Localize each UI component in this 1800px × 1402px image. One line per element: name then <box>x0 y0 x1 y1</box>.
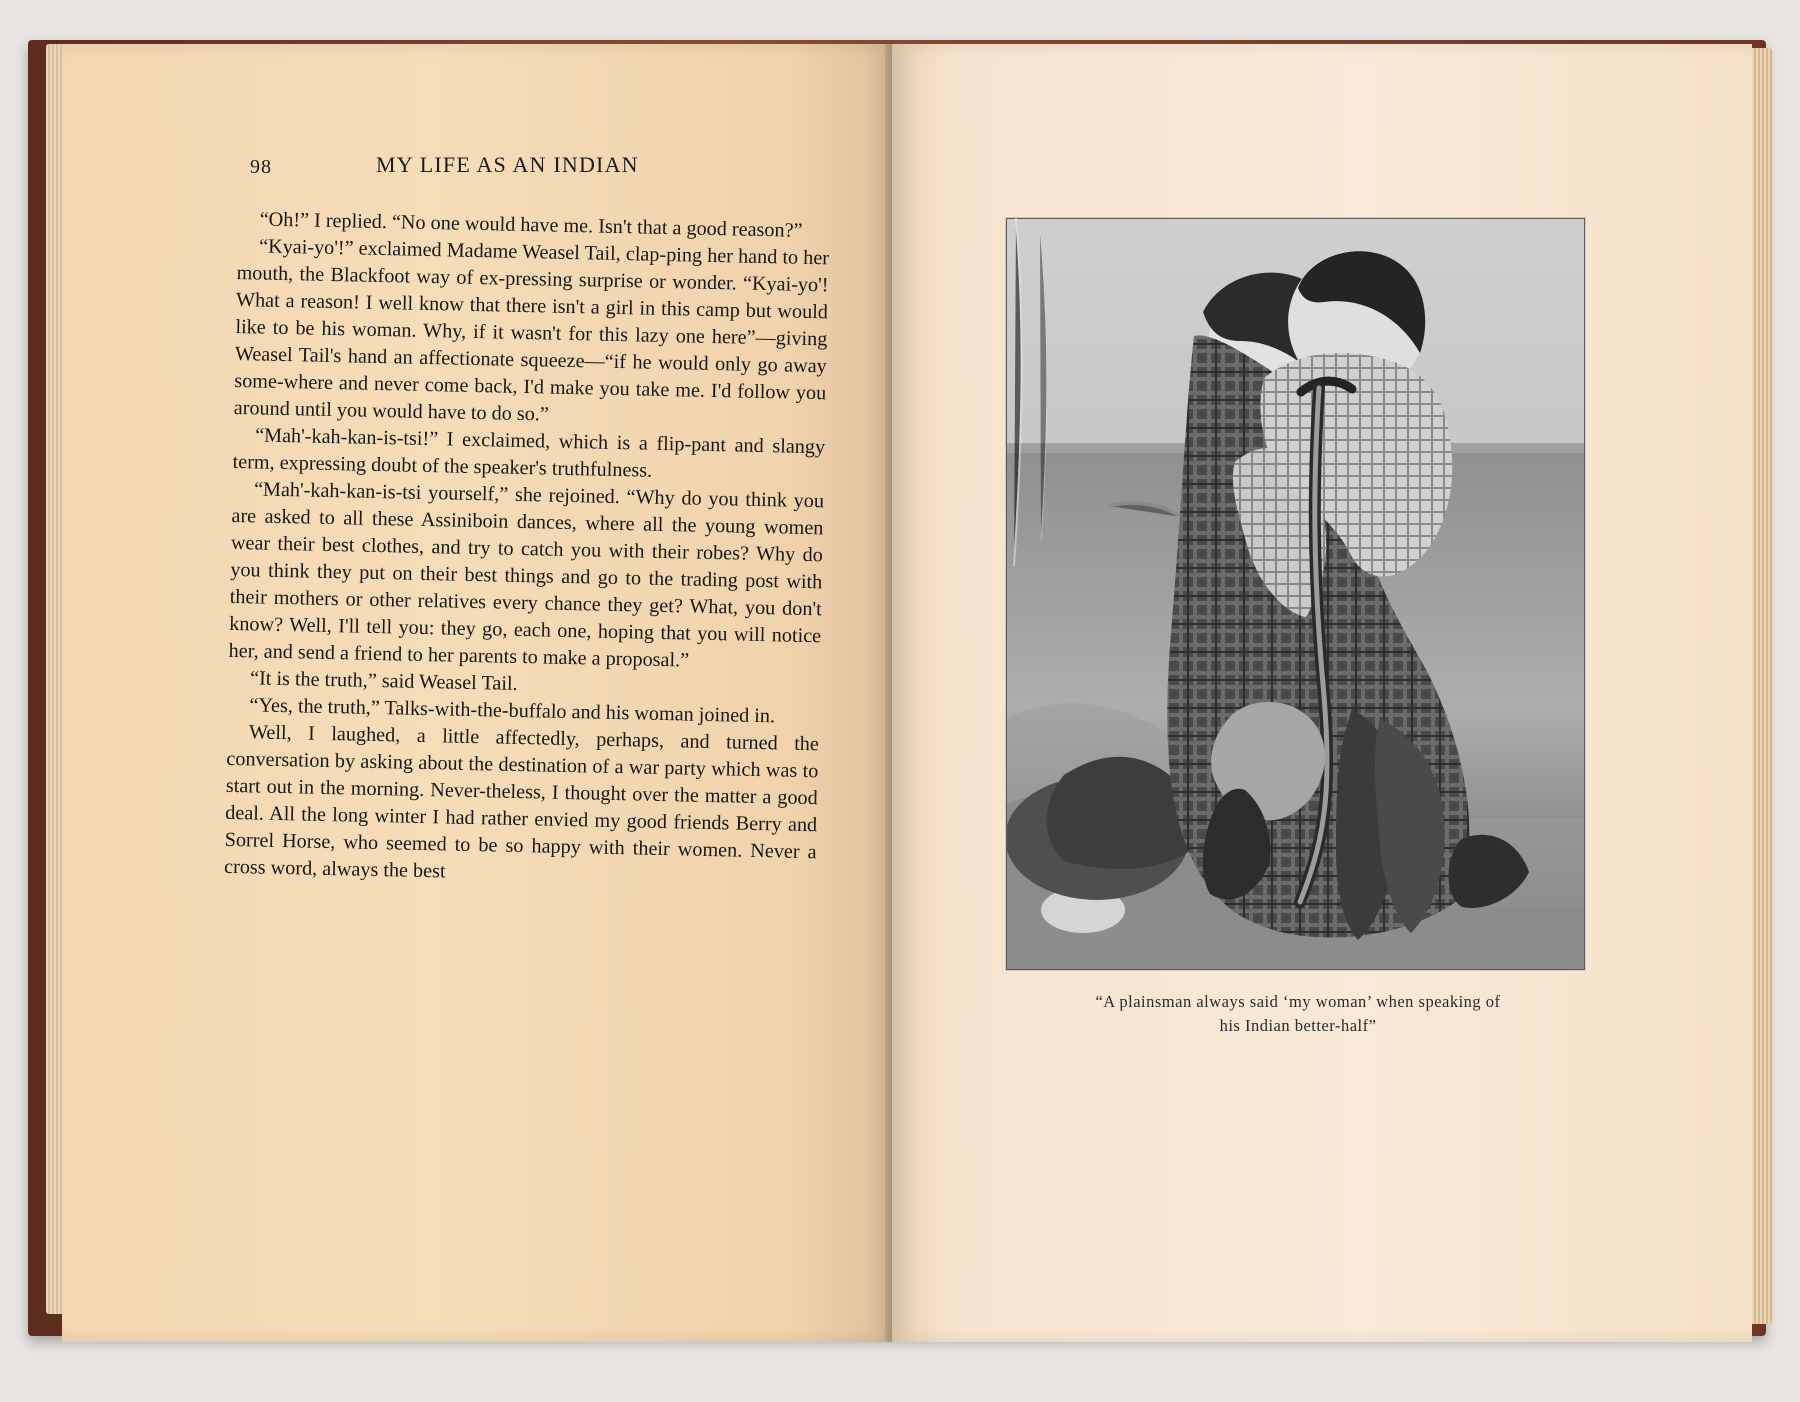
paragraph: “Mah'-kah-kan-is-tsi!” I exclaimed, which is a flip-pant and slangy term, expressing doubt of the speaker's truthfulness. <box>232 424 826 482</box>
paragraph: Well, I laughed, a little affectedly, perhaps, and turned the conversation by asking about the destination of a war party which was to start out in the morning. Never-theless, I thought over the matter a good deal. All the long winter I had rather envied my good friends Berry and Sorrel Horse, who seemed to be so happy with their women. Never a cross word, always the best <box>223 721 820 883</box>
left-page <box>62 44 892 1342</box>
paragraph: “Yes, the truth,” Talks-with-the-buffalo and his woman joined in. <box>249 694 776 728</box>
page-number: 98 <box>250 156 272 178</box>
paragraph: “Kyai-yo'!” exclaimed Madame Weasel Tail, clap-ping her hand to her mouth, the Blackfoot way of ex-pressing surprise or wonder. “Kyai-yo'! What a reason! I well know that there isn't a girl in this camp but would like to be his woman. Why, if it wasn't for this lazy one here”—giving Weasel Tail's hand an affectionate squeeze—“if he would only go away some-where and never come back, I'd make you take me. I'd follow you around until you would have to do so.” <box>233 235 830 426</box>
right-page-edges <box>1752 48 1772 1324</box>
photo-caption <box>1042 990 1554 1044</box>
paragraph: “It is the truth,” said Weasel Tail. <box>249 667 518 695</box>
right-page <box>892 44 1752 1342</box>
photograph <box>1006 218 1585 970</box>
text-block <box>217 206 830 1206</box>
running-head <box>250 152 810 188</box>
book-title: MY LIFE AS AN INDIAN <box>376 152 639 177</box>
caption-line-2: his Indian better-half” <box>1219 1016 1377 1035</box>
caption-line-1: “A plainsman always said ‘my woman’ when speaking of <box>1095 992 1501 1011</box>
paragraph: “Oh!” I replied. “No one would have me. Isn't that a good reason?” <box>259 208 803 242</box>
paragraph: “Mah'-kah-kan-is-tsi yourself,” she rejoined. “Why do you think you are asked to all these Assiniboin dances, where all the young women wear their best clothes, and try to catch you with their robes? Why do you think they put on their best things and go to the trading post with their mothers or other relatives every chance they get? What, you don't know? Well, I'll tell you: they go, each one, hoping that you will notice her, and send a friend to her parents to make a proposal.” <box>228 478 825 672</box>
photo-illustration <box>1006 218 1585 970</box>
